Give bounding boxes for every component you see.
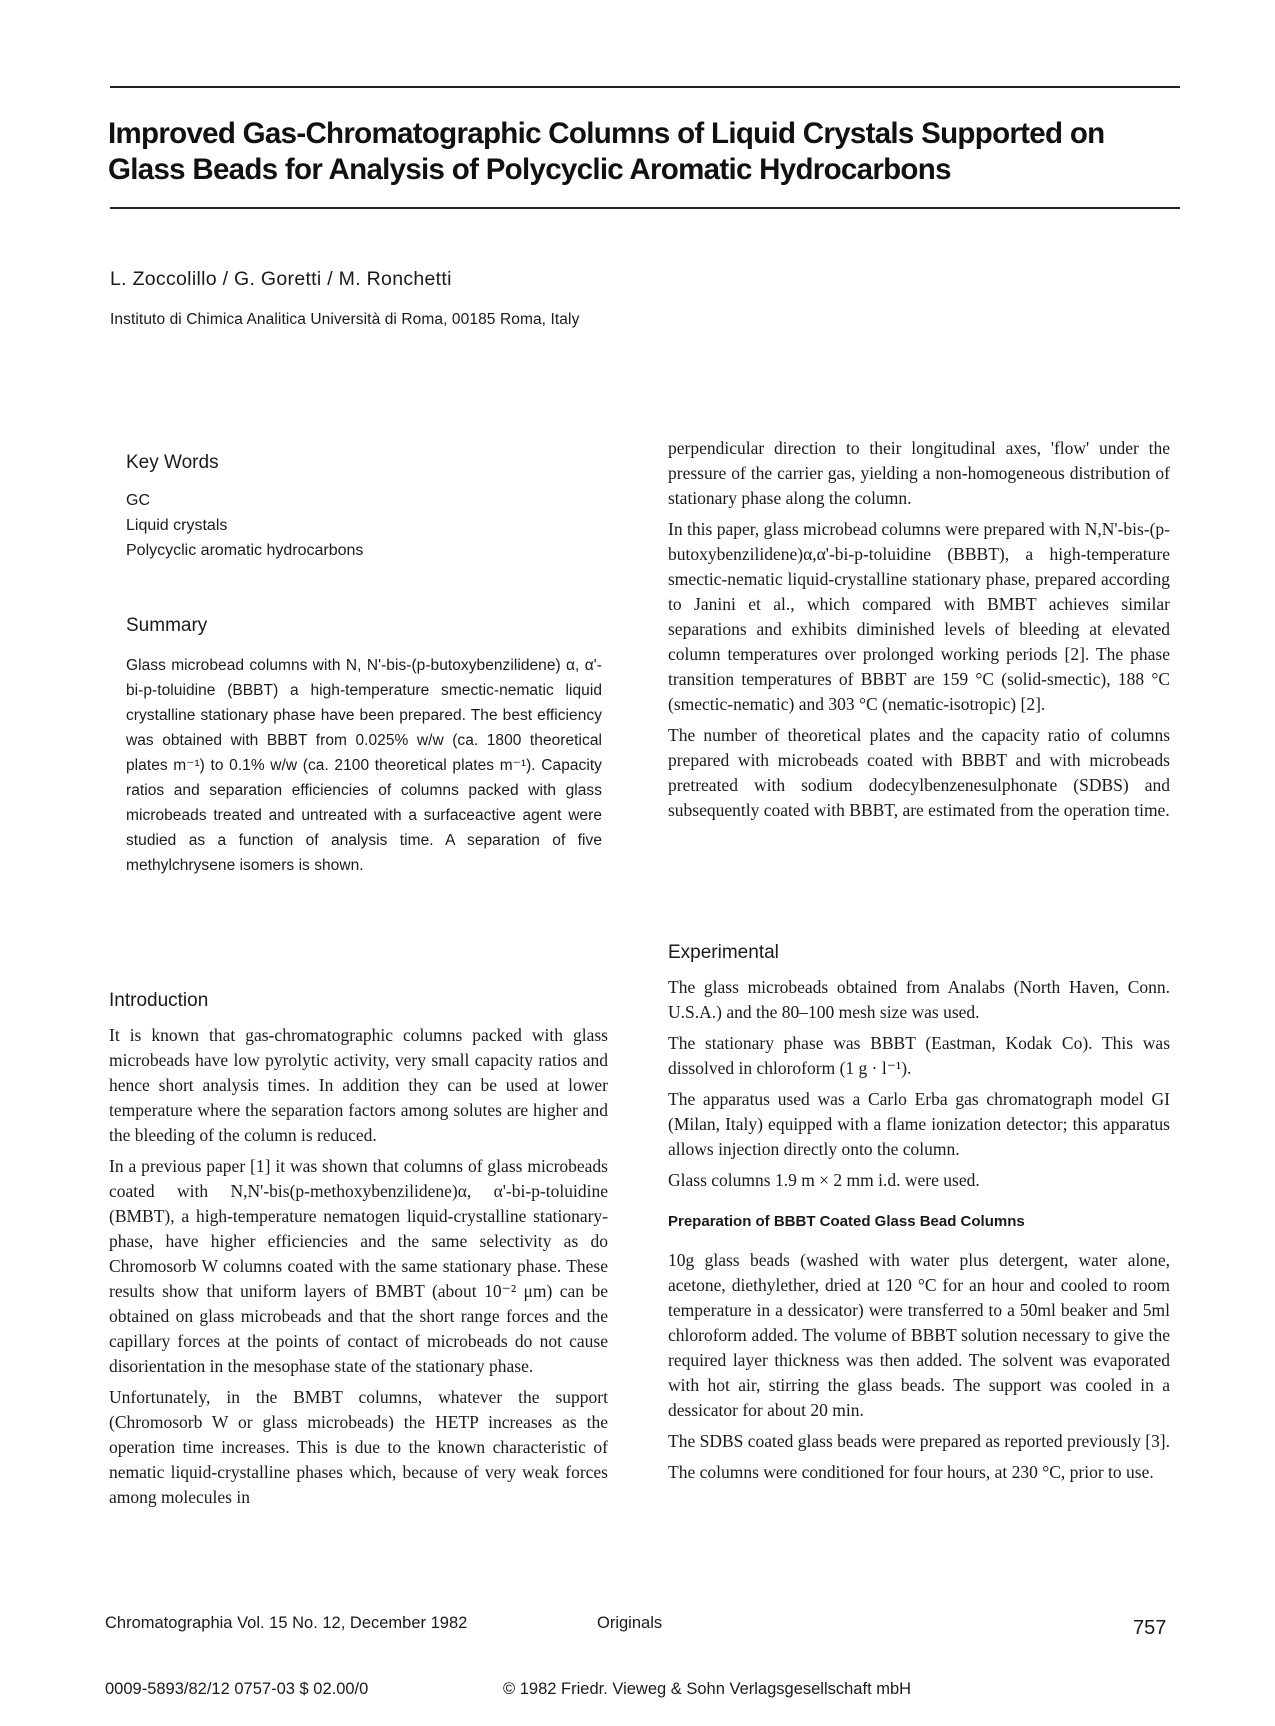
intro-paragraph: In a previous paper [1] it was shown that columns of glass microbeads coated with N,N'-bis(p-methoxybenzilidene)α, α'-bi-p-toluidine (BMBT), a high-temperature nematogen liquid-crystalline stationary-phase, have higher efficiencies and the same selectivity as do Chromosorb W columns coated with the same stationary phase. These results show that uniform layers of BMBT (about 10⁻² μm) can be obtained on glass microbeads and that the short range forces and the capillary forces at the points of contact of microbeads do not cause disorientation in the mesophase state of the stationary phase. [109,1156,608,1376]
keyword-item: GC [126,492,150,509]
right-column-intro-continued [668,436,1170,829]
preparation-paragraph: The columns were conditioned for four hours, at 230 °C, prior to use. [668,1462,1154,1482]
journal-citation: Chromatographia Vol. 15 No. 12, December 1982 [105,1614,468,1632]
title-rule [110,207,1180,209]
top-rule [110,86,1180,88]
paper-title: Improved Gas-Chromatographic Columns of Liquid Crystals Supported on Glass Beads for Analysis of Polycyclic Aromatic Hydrocarbons [108,117,1105,186]
keyword-item: Polycyclic aromatic hydrocarbons [126,542,364,559]
body-paragraph: In this paper, glass microbead columns were prepared with N,N'-bis-(p-butoxybenzilidene)α,α'-bi-p-toluidine (BBBT), a high-temperature smectic-nematic liquid-crystalline stationary phase, prepared according to Janini et al., which compared with BMBT achieves similar separations and exhibits diminished levels of bleeding at elevated column temperatures over prolonged working periods [2]. The phase transition temperatures of BBBT are 159 °C (solid-smectic), 188 °C (smectic-nematic) and 303 °C (nematic-isotropic) [2]. [668,519,1170,714]
summary-heading: Summary [126,615,208,636]
preparation-paragraph: The SDBS coated glass beads were prepared as reported previously [3]. [668,1431,1170,1451]
intro-paragraph: Unfortunately, in the BMBT columns, whatever the support (Chromosorb W or glass microbeads) the HETP increases as the operation time increases. This is due to the known characteristic of nematic liquid-crystalline phases which, because of very weak forces among molecules in [109,1387,608,1507]
introduction-heading: Introduction [109,990,209,1011]
experimental-block [668,942,1170,1491]
affiliation: Instituto di Chimica Analitica Università di Roma, 00185 Roma, Italy [110,311,580,328]
preparation-heading: Preparation of BBBT Coated Glass Bead Columns [668,1213,1025,1230]
preparation-paragraph: 10g glass beads (washed with water plus detergent, water alone, acetone, diethylether, dried at 120 °C for an hour and cooled to room temperature in a dessicator) were transferred to a 50ml beaker and 5ml chloroform added. The volume of BBBT solution necessary to give the required layer thickness was then added. The solvent was evaporated with hot air, stirring the glass beads. The support was cooled in a dessicator for about 20 min. [668,1250,1170,1420]
summary-text: Glass microbead columns with N, N'-bis-(p-butoxybenzilidene) α, α'-bi-p-toluidine (BBBT) a high-temperature smectic-nematic liquid crystalline stationary phase have been prepared. The best efficiency was obtained with BBBT from 0.025% w/w (ca. 1800 theoretical plates m⁻¹) to 0.1% w/w (ca. 2100 theoretical plates m⁻¹). Capacity ratios and separation efficiencies of columns packed with glass microbeads treated and untreated with a surfaceactive agent were studied as a function of analysis time. A separation of five methylchrysene isomers is shown. [126,657,602,874]
experimental-heading: Experimental [668,942,779,963]
copyright-notice: © 1982 Friedr. Vieweg & Sohn Verlagsgesellschaft mbH [503,1680,912,1698]
experimental-paragraph: Glass columns 1.9 m × 2 mm i.d. were used. [668,1170,980,1190]
introduction-block [109,990,608,1516]
keyword-item: Liquid crystals [126,517,228,534]
body-paragraph: The number of theoretical plates and the capacity ratio of columns prepared with microbeads coated with BBBT and with microbeads pretreated with sodium dodecylbenzenesulphonate (SDBS) and subsequently coated with BBBT, are estimated from the operation time. [668,725,1170,820]
page-number: 757 [1133,1617,1167,1639]
experimental-paragraph: The glass microbeads obtained from Analabs (North Haven, Conn. U.S.A.) and the 80–100 mesh size was used. [668,977,1170,1022]
experimental-paragraph: The apparatus used was a Carlo Erba gas chromatograph model GI (Milan, Italy) equipped with a flame ionization detector; this apparatus allows injection directly onto the column. [668,1089,1170,1159]
section-label: Originals [597,1614,663,1632]
issn-code: 0009-5893/82/12 0757-03 $ 02.00/0 [105,1680,369,1698]
experimental-paragraph: The stationary phase was BBBT (Eastman, Kodak Co). This was dissolved in chloroform (1 g · l⁻¹). [668,1033,1170,1078]
keywords-heading: Key Words [126,452,219,473]
author-list: L. Zoccolillo / G. Goretti / M. Ronchetti [110,268,452,290]
intro-paragraph: It is known that gas-chromatographic columns packed with glass microbeads have low pyrolytic activity, very small capacity ratios and hence short analysis times. In addition they can be used at lower temperature where the separation factors among solutes are higher and the bleeding of the column is reduced. [109,1025,608,1145]
body-paragraph: perpendicular direction to their longitudinal axes, 'flow' under the pressure of the carrier gas, yielding a non-homogeneous distribution of stationary phase along the column. [668,438,1170,508]
keywords-block [126,452,606,563]
summary-block [126,615,602,878]
